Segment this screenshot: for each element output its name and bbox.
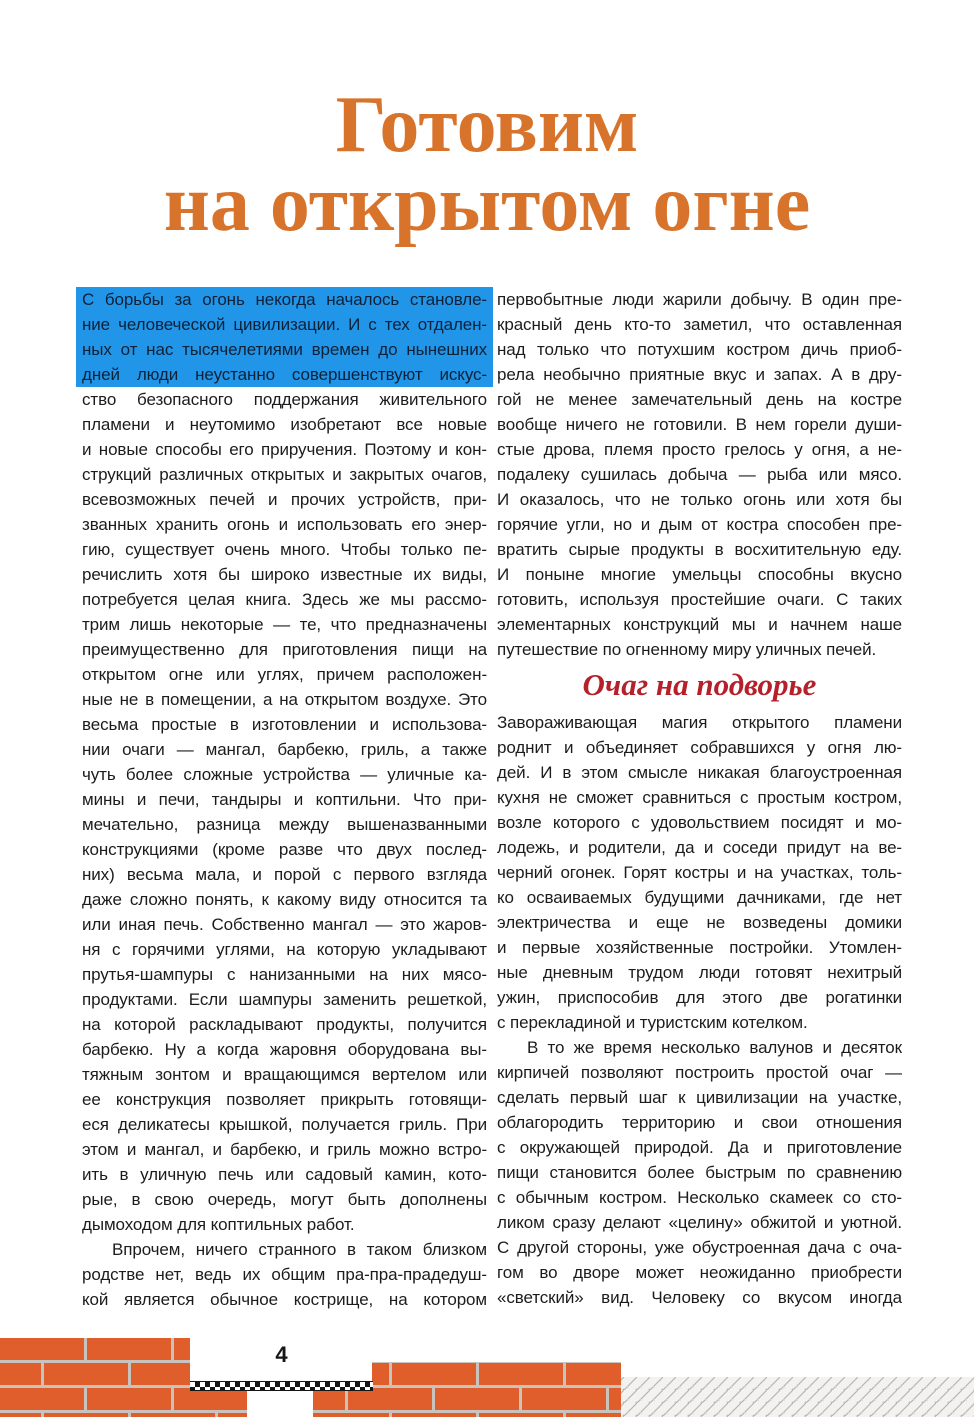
text-line: дымоходом для коптильных работ.	[82, 1215, 355, 1234]
text-line: лодежь, и родители, да и соседи придут на ве-	[497, 838, 902, 857]
text-line: над только что потухшим костром дичь приоб-	[497, 340, 902, 359]
text-line: Впрочем, ничего странного в таком близком	[112, 1240, 487, 1259]
text-line: красный день кто-то заметил, что оставленная	[497, 315, 902, 334]
page-number: 4	[275, 1342, 288, 1367]
text-line: речислить хотя бы широко известные их виды,	[82, 565, 487, 584]
text-line: Завораживающая магия открытого пламени	[497, 713, 902, 732]
text-line: ня с горячими углями, на которую укладывают	[82, 940, 487, 959]
text-line: струкций различных открытых и закрытых очагов,	[82, 465, 487, 484]
page-title-line2: на открытом огне	[163, 160, 811, 248]
text-line: «светский» вид. Человеку со вкусом иногда	[497, 1288, 902, 1307]
text-line: дней люди неустанно совершенствуют искус-	[76, 362, 493, 387]
left-column	[82, 287, 487, 1312]
text-line: званных хранить огонь и использовать его энер-	[82, 515, 487, 534]
text-line: ко осваиваемых будущими дачниками, где нет	[497, 888, 902, 907]
text-line: ство безопасного поддержания живительного	[82, 390, 487, 409]
text-line: трим лишь некоторые — те, что предназначены	[82, 615, 487, 634]
text-line: первобытные люди жарили добычу. В один пре-	[497, 290, 902, 309]
text-line: ужин, приспособив для этого две рогатинки	[497, 988, 902, 1007]
text-line: даже сложно понять, к какому виду относится та	[82, 890, 487, 909]
text-line: пищи становится более быстрым по сравнению	[497, 1163, 902, 1182]
text-line: электричества и еще не возведены домики	[497, 913, 902, 932]
brick-wall-graphic	[0, 1338, 974, 1417]
text-line: дей. И в этом смысле никакая благоустроенная	[497, 763, 902, 782]
text-line: еся деликатесы крышкой, получается гриль. При	[82, 1115, 487, 1134]
text-line: ликом сразу делают «целину» обжитой и уютной.	[497, 1213, 902, 1232]
text-line: гию, существует очень много. Чтобы только пе-	[82, 540, 487, 559]
text-line: всевозможных печей и прочих устройств, при-	[82, 490, 487, 509]
text-line: этом и мангал, и барбекю, и гриль можно встро-	[82, 1140, 487, 1159]
text-line: ние человеческой цивилизации. И с тех отдален-	[76, 312, 493, 337]
text-line: облагородить территорию и свои отношения	[497, 1113, 902, 1132]
text-line: ные дневным трудом люди готовят нехитрый	[497, 963, 902, 982]
text-line: кирпичей позволяют построить простой очаг —	[497, 1063, 902, 1082]
text-line: ее конструкция позволяет прикрыть готовящи-	[82, 1090, 487, 1109]
text-line: путешествие по огненному миру уличных печей.	[497, 640, 877, 659]
text-line: черний огонек. Горят костры и на участках, толь-	[497, 863, 902, 882]
text-line: рела необычно приятные вкус и запах. А в дру-	[497, 365, 902, 384]
text-line: ить в уличную печь или садовый камин, кото-	[82, 1165, 487, 1184]
text-line: подалеку сушилась добыча — рыба или мясо.	[497, 465, 902, 484]
right-column	[497, 287, 902, 1310]
page-title	[0, 81, 974, 248]
text-line: роднит и объединяет собравшихся у огня лю-	[497, 738, 902, 757]
text-line: тяжным зонтом и вращающимся вертелом или	[82, 1065, 487, 1084]
text-line: пламени и неутомимо изобретают все новые	[82, 415, 487, 434]
text-line: конструкциями (кроме разве что двух послед-	[82, 840, 487, 859]
text-line: барбекю. Ну а когда жаровня оборудована вы-	[82, 1040, 487, 1059]
text-line: или иная печь. Собственно мангал — это жаров-	[82, 915, 487, 934]
text-line: вратить сырые продукты в восхитительную еду.	[497, 540, 902, 559]
text-line: с обычным костром. Несколько скамеек со сто-	[497, 1188, 902, 1207]
text-line: потребуется целая книга. Здесь же мы рассмо-	[82, 590, 487, 609]
text-line: весьма простые в изготовлении и использова-	[82, 715, 487, 734]
text-line: чуть более сложные устройства — уличные ка-	[82, 765, 487, 784]
text-line: и новые способы его приручения. Поэтому и кон-	[82, 440, 487, 459]
text-line: гой не менее замечательный день на костре	[497, 390, 902, 409]
text-line: с перекладиной и туристским котелком.	[497, 1013, 808, 1032]
text-line: С борьбы за огонь некогда началось становле-	[76, 287, 493, 312]
concrete-hatch-graphic	[621, 1377, 974, 1417]
text-line: сделать первый шаг к цивилизации на участке,	[497, 1088, 902, 1107]
text-line: элементарных конструкций мы и начнем наше	[497, 615, 902, 634]
text-line: стые дрова, племя просто грелось у огня, а не-	[497, 440, 902, 459]
text-line: них) весьма мала, и порой с первого взгляда	[82, 865, 487, 884]
text-line: В то же время несколько валунов и десяток	[527, 1038, 902, 1057]
text-line: родстве нет, ведь их общим пра-пра-прадедуш-	[82, 1265, 487, 1284]
text-line: И оказалось, что не только огонь или хотя бы	[497, 490, 902, 509]
text-line: ных от нас тысячелетиями времен до нынешних	[76, 337, 493, 362]
text-line: открытом огне или углях, причем расположен-	[82, 665, 487, 684]
text-line: И поныне многие умельцы способны вкусно	[497, 565, 902, 584]
text-line: вообще ничего не готовили. В нем горели души-	[497, 415, 902, 434]
section-heading: Очаг на подворье	[582, 667, 817, 702]
text-line: мины и печи, тандыры и коптильни. Что при-	[82, 790, 487, 809]
text-line: возле которого с удовольствием посидят и мо-	[497, 813, 902, 832]
text-line: и первые хозяйственные постройки. Утомлен-	[497, 938, 902, 957]
text-line: кухня не сможет сравниться с простым костром,	[497, 788, 902, 807]
text-line: прутья-шампуры с нанизанными на них мясо-	[82, 965, 487, 984]
text-line: с окружающей природой. Да и приготовление	[497, 1138, 902, 1157]
text-line: кой является обычное кострище, на котором	[82, 1290, 487, 1309]
page-ruler-strip	[190, 1381, 373, 1391]
text-line: на которой раскладывают продукты, получится	[82, 1015, 487, 1034]
text-line: рые, в свою очередь, могут быть дополнены	[82, 1190, 487, 1209]
text-line: С другой стороны, уже обустроенная дача с оча-	[497, 1238, 902, 1257]
text-line: ные не в помещении, а на открытом воздухе. Это	[82, 690, 487, 709]
text-line: продуктами. Если шампуры заменить решеткой,	[82, 990, 487, 1009]
text-line: гом во дворе может неожиданно приобрести	[497, 1263, 902, 1282]
text-line: нии очаги — мангал, барбекю, гриль, а также	[82, 740, 487, 759]
page-title-line1: Готовим	[335, 81, 639, 169]
text-line: мечательно, разница между вышеназванными	[82, 815, 487, 834]
text-line: готовить, используя простейшие очаги. С таких	[497, 590, 902, 609]
text-line: горячие угли, но и дым от костра способен пре-	[497, 515, 902, 534]
text-line: преимущественно для приготовления пищи на	[82, 640, 487, 659]
